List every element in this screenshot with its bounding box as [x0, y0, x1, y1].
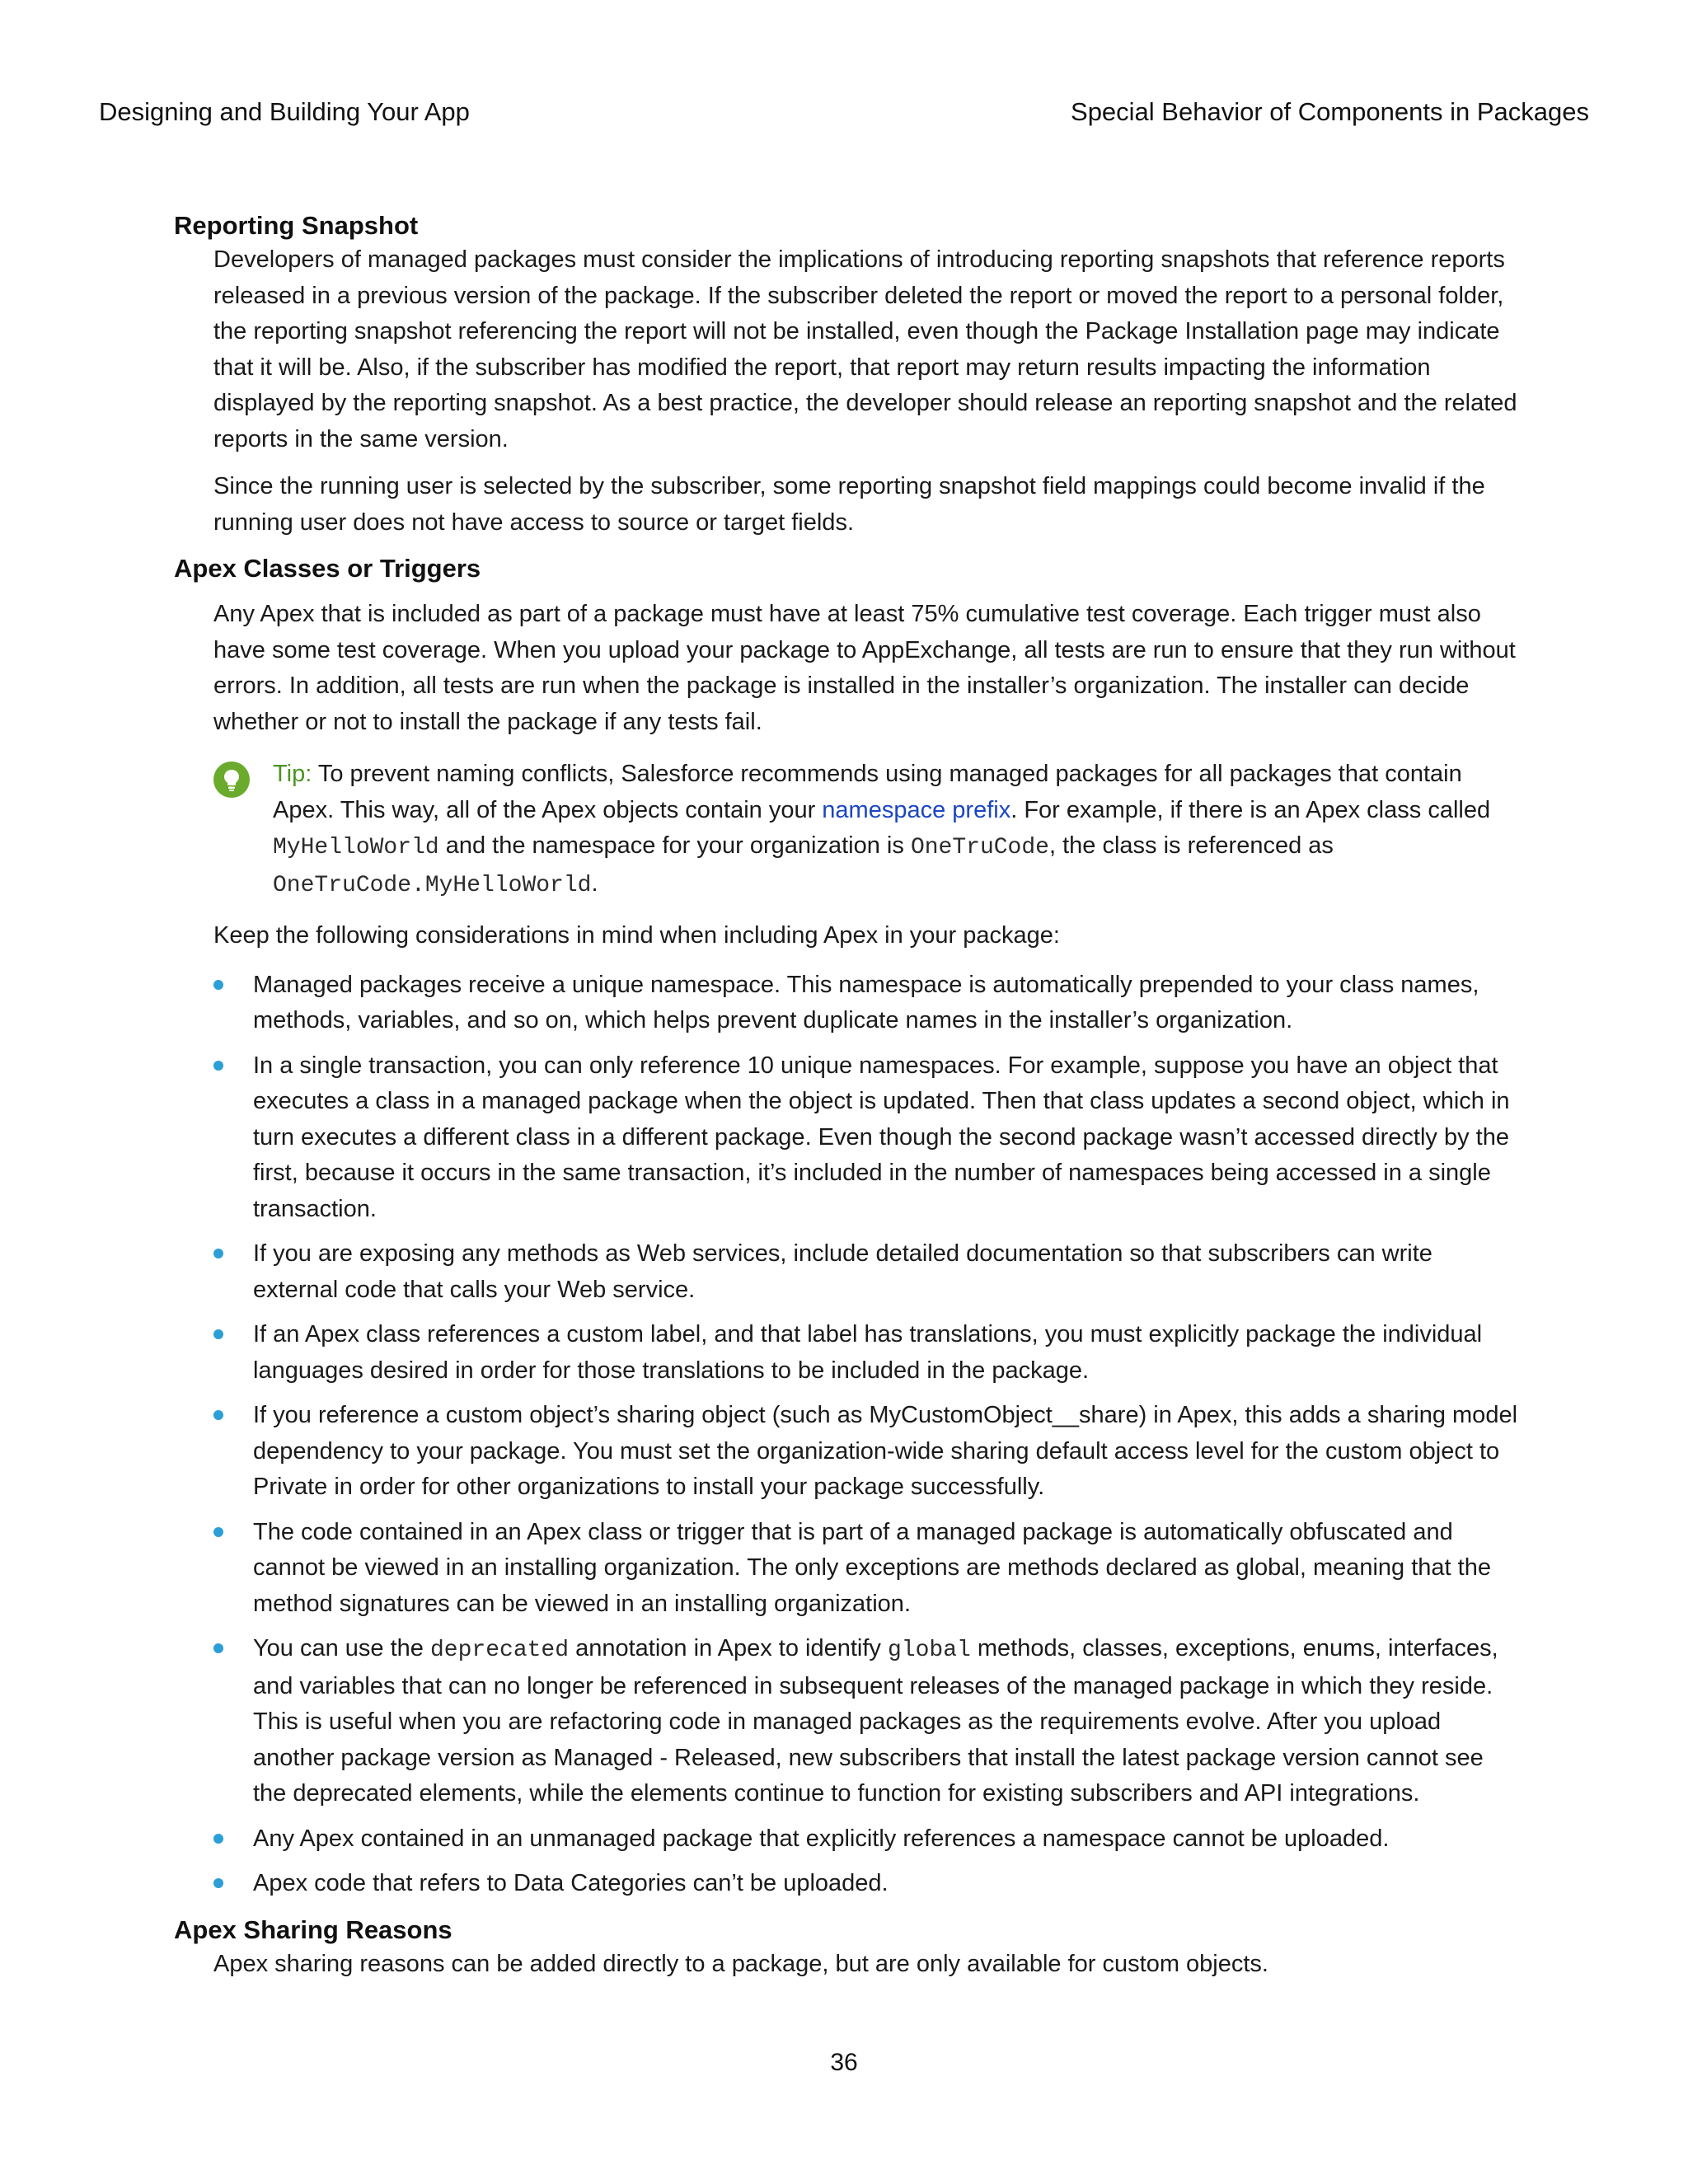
list-item-text: methods, classes, exceptions, enums, interfaces, and variables that can no longer be referenced in subsequent releases of the managed package in which they reside. This is useful when you are refactoring code in managed packages as the requirements evolve. After you upload another package version as Managed - Released, new subscribers that install the latest package version cannot see the deprecated elements, while the elements continue to function for existing subscribers and API integrations.	[253, 1635, 1498, 1807]
list-item	[213, 968, 1517, 1039]
tip-label: Tip:	[273, 761, 312, 787]
list-item-text: Managed packages receive a unique namespace. This namespace is automatically prepended to your class names, methods, variables, and so on, which helps prevent duplicate names in the installer’s organization.	[253, 971, 1479, 1033]
section-heading-apex-classes: Apex Classes or Triggers	[174, 554, 481, 583]
bullet-icon	[213, 1643, 223, 1653]
bullet-icon	[213, 1249, 223, 1258]
bullet-icon	[213, 1329, 223, 1339]
list-item	[213, 1515, 1517, 1623]
bullet-icon	[213, 1834, 223, 1844]
paragraph: Keep the following considerations in mind when including Apex in your package:	[213, 922, 1060, 949]
list-item-text: Any Apex contained in an unmanaged package that explicitly references a namespace cannot be uploaded.	[253, 1825, 1390, 1852]
section-heading-apex-sharing-reasons: Apex Sharing Reasons	[174, 1915, 452, 1944]
code-onetrucode-myhelloworld: OneTruCode.MyHelloWorld	[273, 872, 592, 898]
tip-callout	[213, 757, 1517, 903]
namespace-prefix-link[interactable]: namespace prefix	[822, 796, 1011, 823]
paragraph: Developers of managed packages must consider the implications of introducing reporting snapshots that reference reports released in a previous version of the package. If the subscriber deleted the report or moved the report to a personal folder, the reporting snapshot referencing the report will not be installed, even though the Package Installation page may indicate that it will be. Also, if the subscriber has modified the report, that report may return results impacting the information displayed by the reporting snapshot. As a best practice, the developer should release an reporting snapshot and the related reports in the same version.	[213, 246, 1517, 452]
paragraph: Since the running user is selected by the subscriber, some reporting snapshot field mappings could become invalid if the running user does not have access to source or target fields.	[213, 473, 1485, 536]
running-header-left: Designing and Building Your App	[99, 97, 470, 126]
page-number: 36	[830, 2049, 858, 2076]
code-onetrucode: OneTruCode	[910, 835, 1049, 860]
running-header-right: Special Behavior of Components in Packages	[1071, 97, 1589, 126]
list-item-text: The code contained in an Apex class or trigger that is part of a managed package is automatically obfuscated and cannot be viewed in an installing organization. The only exceptions are methods declared as global, meaning that the method signatures can be viewed in an installing organization.	[253, 1518, 1491, 1617]
section-heading-reporting-snapshot: Reporting Snapshot	[174, 211, 419, 240]
list-item-text: In a single transaction, you can only reference 10 unique namespaces. For example, suppose you have an object that executes a class in a managed package when the object is updated. Then that class updates a second object, which in turn executes a different class in a different package. Even though the second package wasn’t accessed directly by the first, because it occurs in the same transaction, it’s included in the number of namespaces being accessed in a single transaction.	[253, 1052, 1510, 1222]
tip-text-segment: .	[591, 869, 598, 897]
paragraph: Any Apex that is included as part of a package must have at least 75% cumulative test coverage. Each trigger must also have some test coverage. When you upload your package to AppExchange, all tests are run to ensure that they run without errors. In addition, all tests are run when the package is installed in the installer’s organization. The installer can decide whether or not to install the package if any tests fail.	[213, 601, 1516, 735]
paragraph: Apex sharing reasons can be added directly to a package, but are only available for custom objects.	[213, 1950, 1268, 1977]
tip-text-segment: and the namespace for your organization is	[438, 832, 911, 859]
page-content	[174, 209, 1517, 1982]
tip-text-segment: , the class is referenced as	[1048, 832, 1334, 859]
bullet-icon	[213, 1410, 223, 1420]
list-item-text: If you reference a custom object’s sharing object (such as MyCustomObject__share) in Apex, this adds a sharing model dependency to your package. You must set the organization-wide sharing default access level for the custom object to Private in order for other organizations to install your package successfully.	[253, 1402, 1518, 1500]
list-item	[213, 1866, 1517, 1902]
list-item-text: If an Apex class references a custom label, and that label has translations, you must explicitly package the individual languages desired in order for those translations to be included in the package.	[253, 1321, 1483, 1384]
code-myhelloworld: MyHelloWorld	[273, 835, 439, 860]
list-item	[213, 1821, 1517, 1858]
bullet-icon	[213, 1527, 223, 1537]
bullet-icon	[213, 1878, 223, 1888]
list-item-text: You can use the	[253, 1635, 430, 1661]
bullet-icon	[213, 980, 223, 990]
tip-text	[273, 757, 1517, 903]
considerations-list	[213, 968, 1517, 1902]
lightbulb-icon	[213, 762, 250, 798]
tip-text-segment: To prevent naming conflicts, Salesforce recommends using managed packages for all packages that contain Apex. This way, all of the Apex objects contain your	[273, 761, 1462, 823]
code-deprecated: deprecated	[430, 1638, 570, 1663]
bullet-icon	[213, 1061, 223, 1071]
tip-text-segment: . For example, if there is an Apex class called	[1010, 796, 1491, 823]
code-global: global	[887, 1638, 971, 1663]
list-item	[213, 1317, 1517, 1389]
list-item-text: Apex code that refers to Data Categories can’t be uploaded.	[253, 1870, 889, 1896]
list-item	[213, 1236, 1517, 1308]
list-item-text: If you are exposing any methods as Web services, include detailed documentation so that subscribers can write external code that calls your Web service.	[253, 1240, 1432, 1303]
list-item	[213, 1398, 1517, 1506]
list-item	[213, 1048, 1517, 1228]
list-item	[213, 1631, 1517, 1812]
list-item-text: annotation in Apex to identify	[569, 1635, 888, 1661]
